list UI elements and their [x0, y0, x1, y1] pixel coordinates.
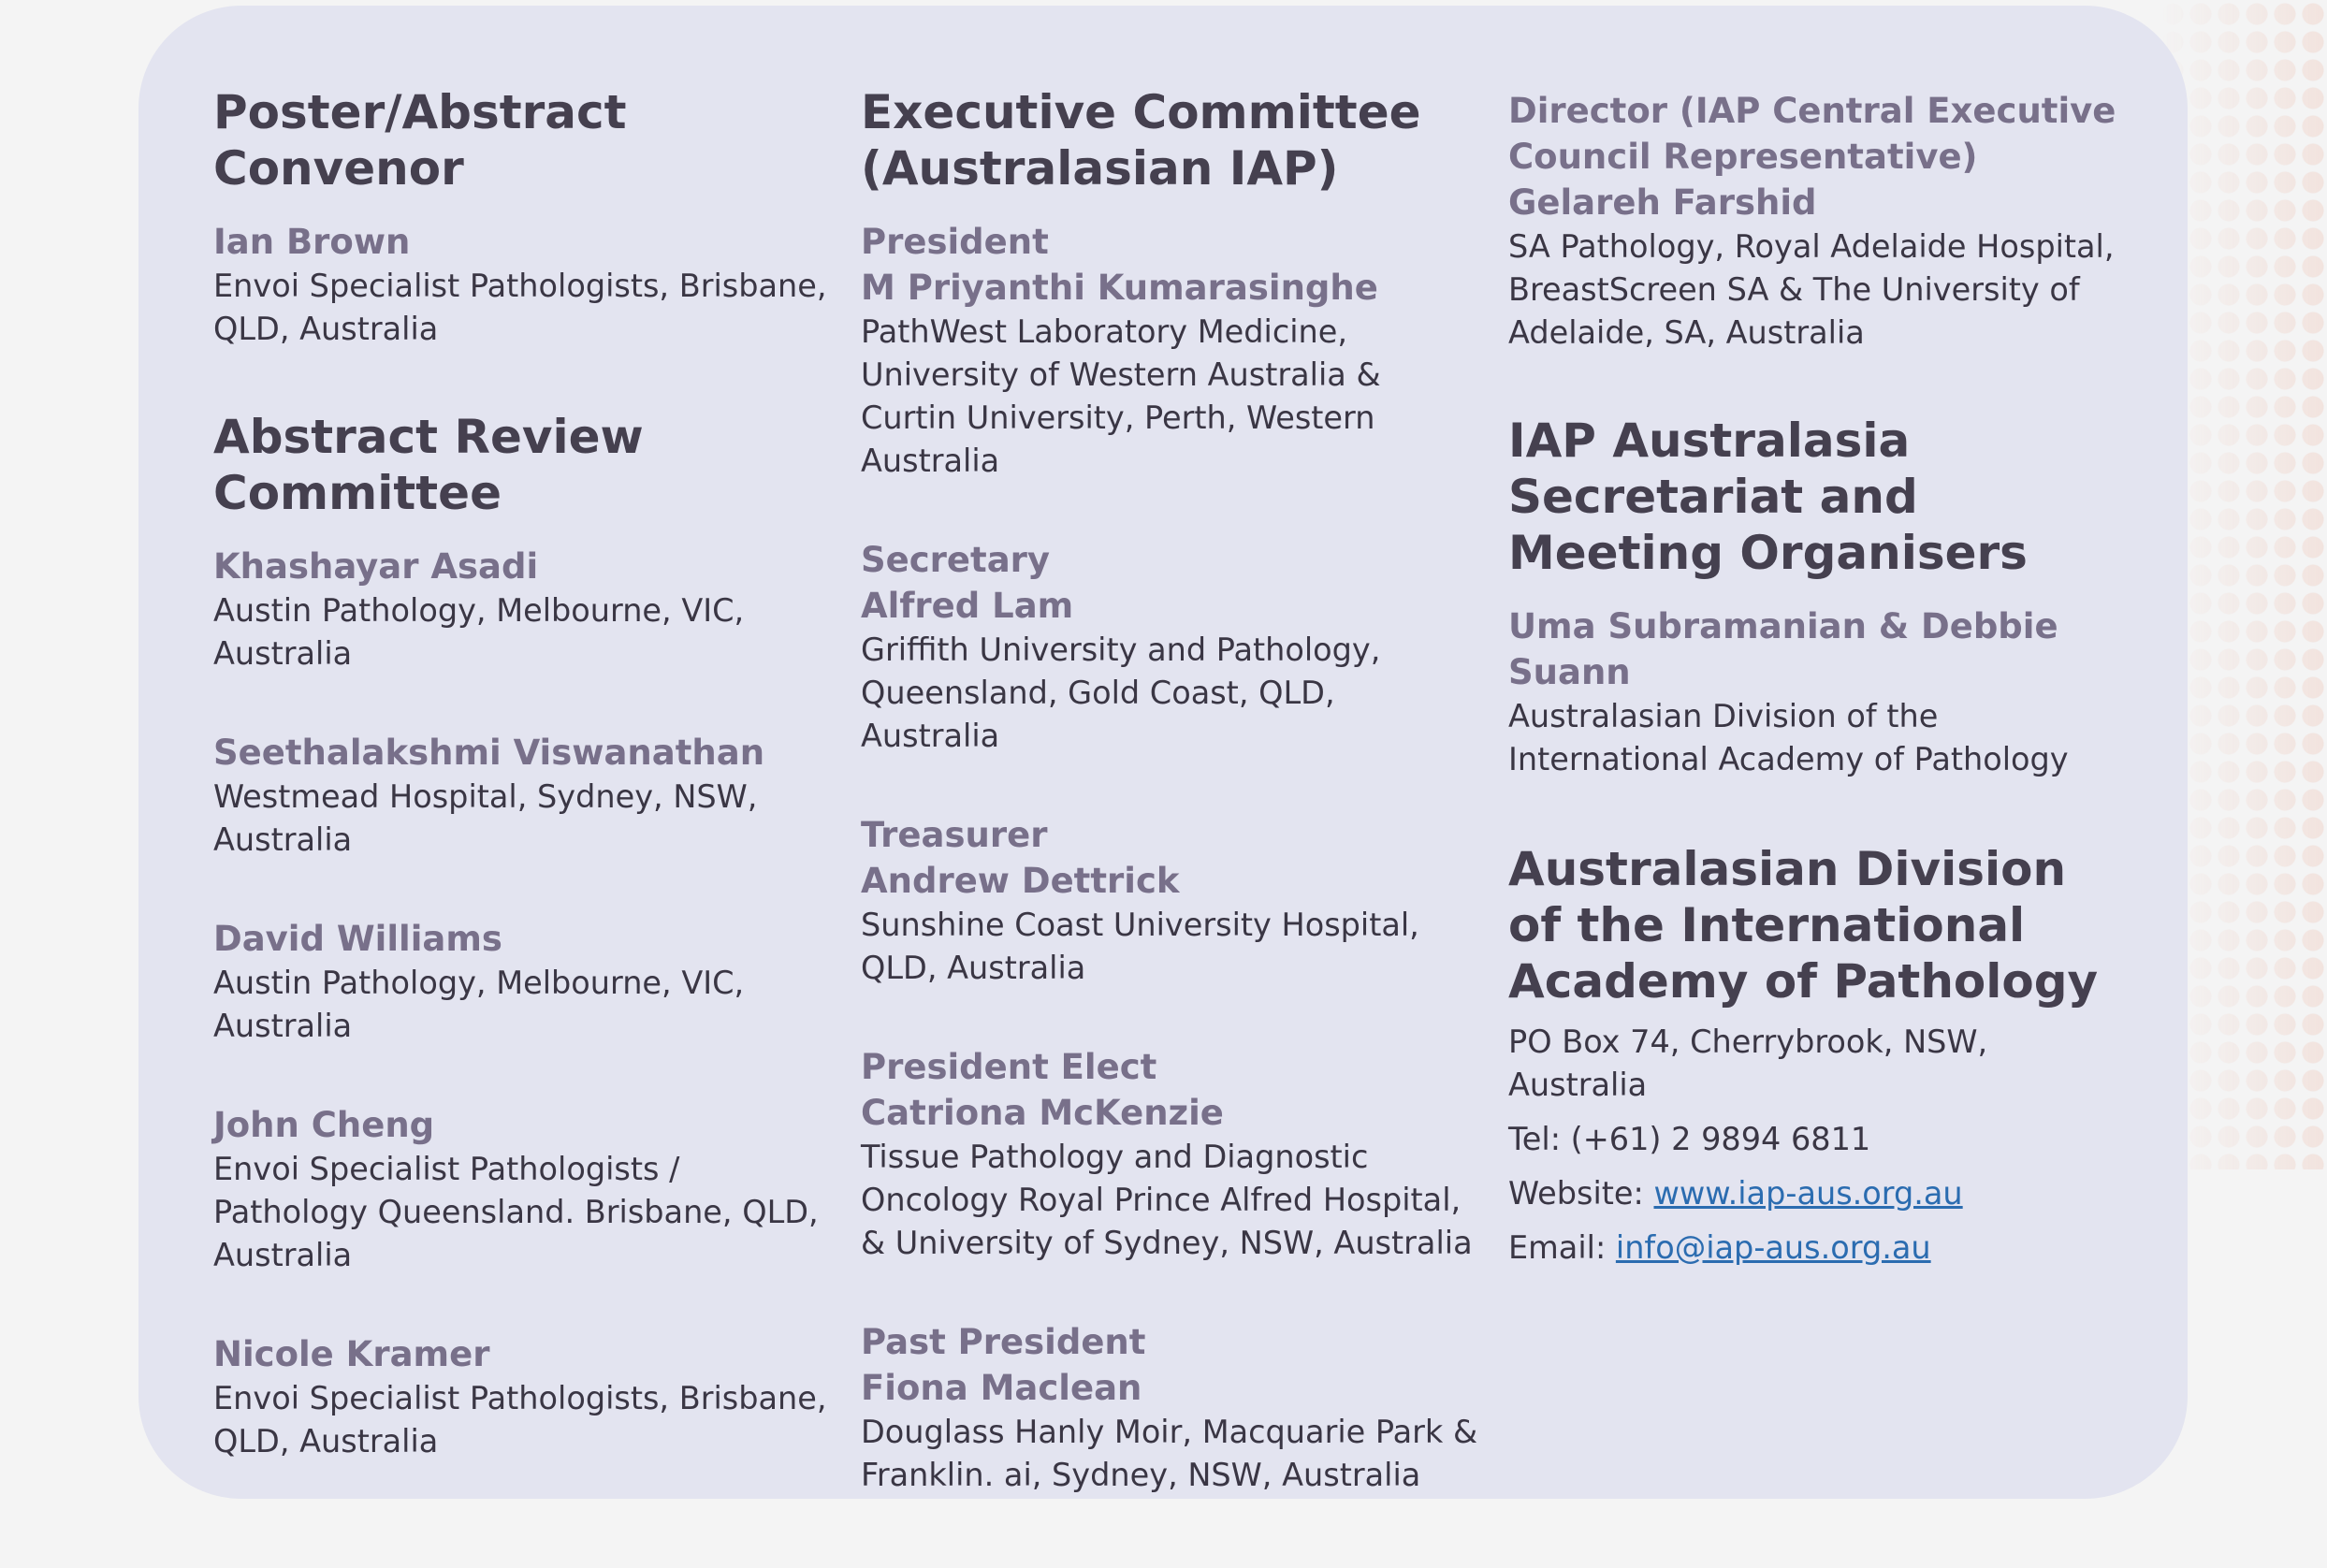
- person-role: Secretary: [861, 540, 1051, 580]
- person-affiliation: Westmead Hospital, Sydney, NSW, Australia: [213, 778, 758, 858]
- person-name: Uma Subramanian & Debbie Suann: [1508, 606, 2058, 692]
- person-name: Catriona McKenzie: [861, 1093, 1224, 1133]
- person-role: Treasurer: [861, 815, 1048, 855]
- person-name: David Williams: [213, 919, 502, 959]
- reviewer-entry: [213, 544, 831, 675]
- person-role: Director (IAP Central Executive Council Representative): [1508, 91, 2116, 177]
- email-line: [1508, 1227, 2126, 1270]
- website-line: [1508, 1172, 2126, 1215]
- person-affiliation: Australasian Division of the International Academy of Pathology: [1508, 698, 2069, 777]
- person-name: M Priyanthi Kumarasinghe: [861, 268, 1378, 308]
- person-name: Seethalakshmi Viswanathan: [213, 733, 765, 773]
- postal-address: PO Box 74, Cherrybrook, NSW, Australia: [1508, 1024, 1988, 1103]
- email-label: Email:: [1508, 1229, 1616, 1266]
- person-affiliation: Sunshine Coast University Hospital, QLD, Australia: [861, 907, 1419, 986]
- person-affiliation: Griffith University and Pathology, Queensland, Gold Coast, QLD, Australia: [861, 632, 1381, 754]
- column-executive-committee: [861, 84, 1478, 1497]
- person-name: Ian Brown: [213, 222, 411, 262]
- executive-entry: [861, 812, 1478, 990]
- reviewer-entry: [213, 1331, 831, 1463]
- reviewer-entry: [213, 916, 831, 1048]
- person-affiliation: Envoi Specialist Pathologists / Pathology Queensland. Brisbane, QLD, Australia: [213, 1151, 819, 1273]
- person-role: Past President: [861, 1322, 1146, 1362]
- website-label: Website:: [1508, 1175, 1654, 1212]
- reviewer-entry: [213, 730, 831, 862]
- person-affiliation: SA Pathology, Royal Adelaide Hospital, BreastScreen SA & The University of Adelaide, SA, Australia: [1508, 228, 2115, 351]
- section-heading-convenor: Poster/Abstract Convenor: [213, 85, 627, 196]
- person-affiliation: Austin Pathology, Melbourne, VIC, Australia: [213, 965, 745, 1044]
- section-heading-review-committee: Abstract Review Committee: [213, 410, 644, 520]
- executive-entry: [861, 1319, 1478, 1497]
- column-director-secretariat: [1508, 88, 2126, 1270]
- person-affiliation: Tissue Pathology and Diagnostic Oncology Royal Prince Alfred Hospital, & University of Sydney, NSW, Australia: [861, 1139, 1473, 1261]
- executive-entry: [861, 219, 1478, 483]
- person-name: Fiona Maclean: [861, 1368, 1142, 1408]
- person-role: President: [861, 222, 1049, 262]
- person-affiliation: Envoi Specialist Pathologists, Brisbane, QLD, Australia: [213, 1380, 827, 1459]
- person-name: Andrew Dettrick: [861, 861, 1180, 901]
- section-heading-executive-committee: Executive Committee (Australasian IAP): [861, 85, 1421, 196]
- email-link[interactable]: info@iap-aus.org.au: [1615, 1229, 1931, 1266]
- person-name: Gelareh Farshid: [1508, 182, 1817, 223]
- person-name: John Cheng: [213, 1105, 435, 1145]
- person-affiliation: Douglass Hanly Moir, Macquarie Park & Franklin. ai, Sydney, NSW, Australia: [861, 1414, 1478, 1493]
- executive-entry: [861, 537, 1478, 758]
- committee-card: [138, 6, 2188, 1499]
- director-entry: [1508, 88, 2126, 355]
- person-affiliation: Envoi Specialist Pathologists, Brisbane, QLD, Australia: [213, 268, 827, 347]
- telephone: Tel: (+61) 2 9894 6811: [1508, 1121, 1871, 1157]
- website-link[interactable]: www.iap-aus.org.au: [1653, 1175, 1963, 1212]
- section-heading-secretariat: IAP Australasia Secretariat and Meeting Organisers: [1508, 414, 2028, 580]
- executive-entry: [861, 1044, 1478, 1265]
- reviewer-entry: [213, 1102, 831, 1277]
- person-affiliation: Austin Pathology, Melbourne, VIC, Australia: [213, 592, 745, 672]
- person-role: President Elect: [861, 1047, 1157, 1087]
- column-convenor-review: [213, 84, 831, 1463]
- person-name: Alfred Lam: [861, 586, 1074, 626]
- person-name: Nicole Kramer: [213, 1334, 490, 1374]
- person-name: Khashayar Asadi: [213, 546, 539, 587]
- person-affiliation: PathWest Laboratory Medicine, University of Western Australia & Curtin University, Perth, Western Australia: [861, 313, 1381, 479]
- section-heading-division: Australasian Division of the International Academy of Pathology: [1508, 842, 2099, 1009]
